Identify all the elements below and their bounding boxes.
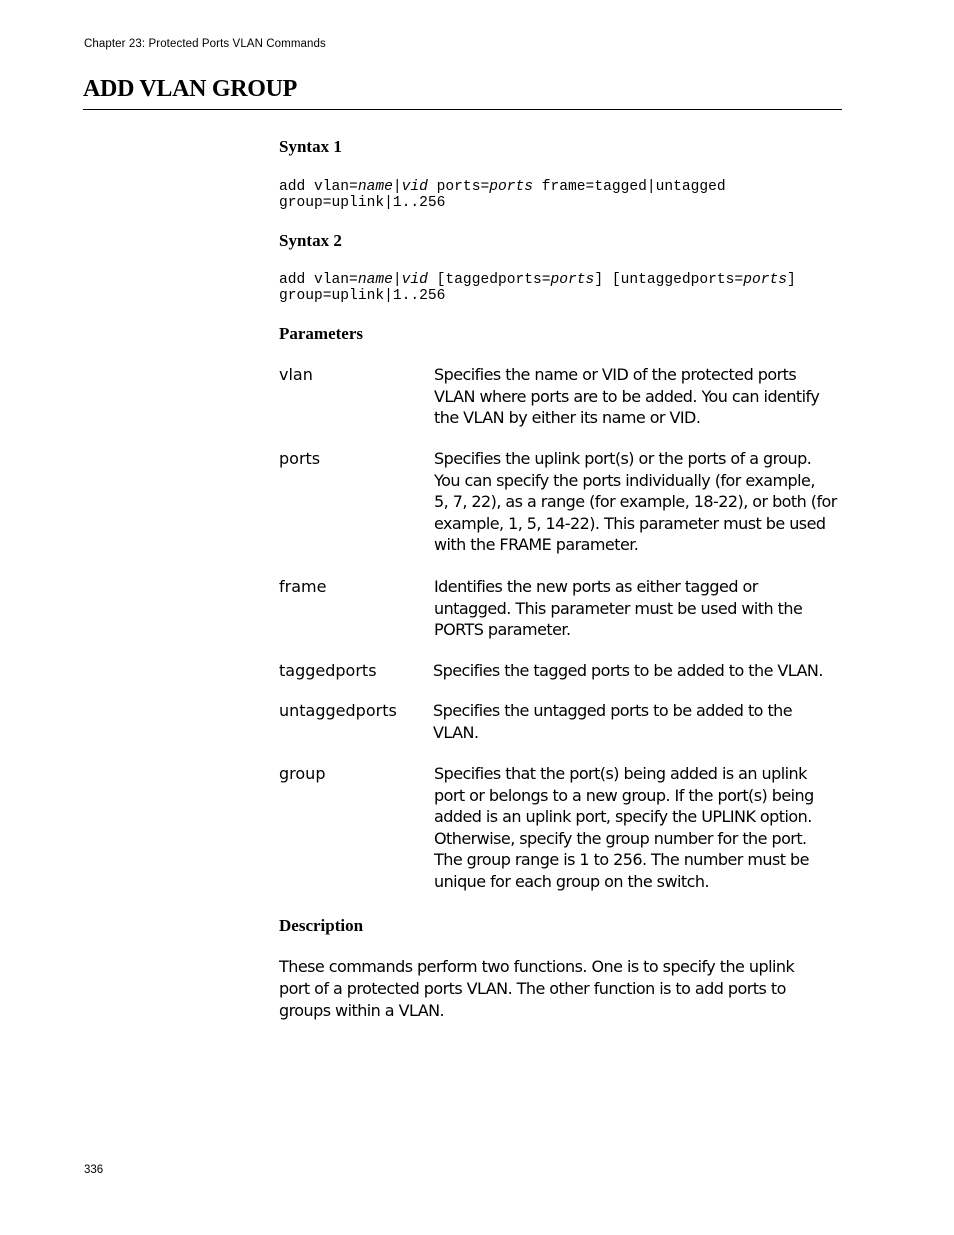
description-line: port of a protected ports VLAN. The other function is to add ports to <box>279 979 786 998</box>
param-description-line: The group range is 1 to 256. The number must be <box>434 850 809 870</box>
parameters-heading: Parameters <box>279 324 364 343</box>
param-description <box>433 700 843 743</box>
param-description-line: Identifies the new ports as either tagged or <box>434 577 758 596</box>
param-description-line: VLAN. <box>433 722 479 742</box>
param-description <box>434 763 844 893</box>
param-description-line: added is an uplink port, specify the UPLINK option. <box>434 807 812 827</box>
param-description-line: untagged. This parameter must be used with the <box>434 598 803 618</box>
code-text: frame=tagged|untagged <box>533 179 726 195</box>
param-description-line: PORTS parameter. <box>434 620 571 640</box>
syntax1-code <box>279 179 842 211</box>
code-placeholder: ports <box>743 272 787 288</box>
param-name: untaggedports <box>279 701 397 720</box>
syntax2-line1 <box>279 272 842 288</box>
param-description-line: VLAN where ports are to be added. You can identify <box>434 386 820 406</box>
param-description-line: example, 1, 5, 14-22). This parameter must be used <box>434 513 826 533</box>
title-divider <box>83 109 842 110</box>
syntax1-line1 <box>279 179 842 195</box>
running-header: Chapter 23: Protected Ports VLAN Commands <box>84 38 326 50</box>
description-heading: Description <box>279 916 364 935</box>
page-number: 336 <box>84 1164 104 1176</box>
code-placeholder: name <box>357 179 393 195</box>
param-description-line: Specifies the tagged ports to be added to the VLAN. <box>433 661 823 680</box>
param-description <box>434 576 844 641</box>
param-description <box>433 660 843 682</box>
code-text: [taggedports= <box>427 272 551 288</box>
code-placeholder: vid <box>401 272 428 288</box>
syntax2-heading: Syntax 2 <box>279 231 342 250</box>
code-text: add vlan= <box>279 272 358 288</box>
param-description-line: Specifies the untagged ports to be added to the <box>433 701 793 720</box>
param-description-line: 5, 7, 22), as a range (for example, 18-22), or both (for <box>434 492 837 512</box>
code-text: ] <box>787 272 796 288</box>
code-text: ] [untaggedports= <box>594 272 744 288</box>
code-text: ports= <box>427 179 490 195</box>
param-name: ports <box>279 449 321 468</box>
code-placeholder: ports <box>489 179 534 195</box>
param-description-line: Specifies that the port(s) being added is an uplink <box>434 764 807 783</box>
description-body <box>279 956 842 1022</box>
code-text: | <box>392 179 402 195</box>
code-placeholder: name <box>357 272 393 288</box>
param-name: vlan <box>279 365 313 384</box>
description-line: These commands perform two functions. One is to specify the uplink <box>279 957 795 976</box>
description-line: groups within a VLAN. <box>279 1001 445 1020</box>
param-description-line: Specifies the uplink port(s) or the ports of a group. <box>434 449 812 468</box>
syntax1-line2: group=uplink|1..256 <box>279 195 446 211</box>
syntax2-line2: group=uplink|1..256 <box>279 288 446 304</box>
param-description <box>434 364 844 429</box>
syntax1-heading: Syntax 1 <box>279 137 342 156</box>
param-description-line: port or belongs to a new group. If the port(s) being <box>434 785 814 805</box>
param-description-line: the VLAN by either its name or VID. <box>434 408 701 428</box>
param-description-line: Specifies the name or VID of the protected ports <box>434 365 797 384</box>
code-text: add vlan= <box>279 179 358 195</box>
param-description-line: You can specify the ports individually (for example, <box>434 470 815 490</box>
param-name: taggedports <box>279 661 377 680</box>
param-description-line: with the FRAME parameter. <box>434 535 639 555</box>
param-description <box>434 448 844 556</box>
param-description-line: unique for each group on the switch. <box>434 871 709 891</box>
page-title: ADD VLAN GROUP <box>83 76 298 102</box>
code-placeholder: vid <box>401 179 428 195</box>
code-text: | <box>392 272 402 288</box>
param-name: frame <box>279 577 327 596</box>
param-name: group <box>279 764 326 783</box>
code-placeholder: ports <box>550 272 595 288</box>
param-description-line: Otherwise, specify the group number for the port. <box>434 828 807 848</box>
syntax2-code <box>279 272 842 304</box>
